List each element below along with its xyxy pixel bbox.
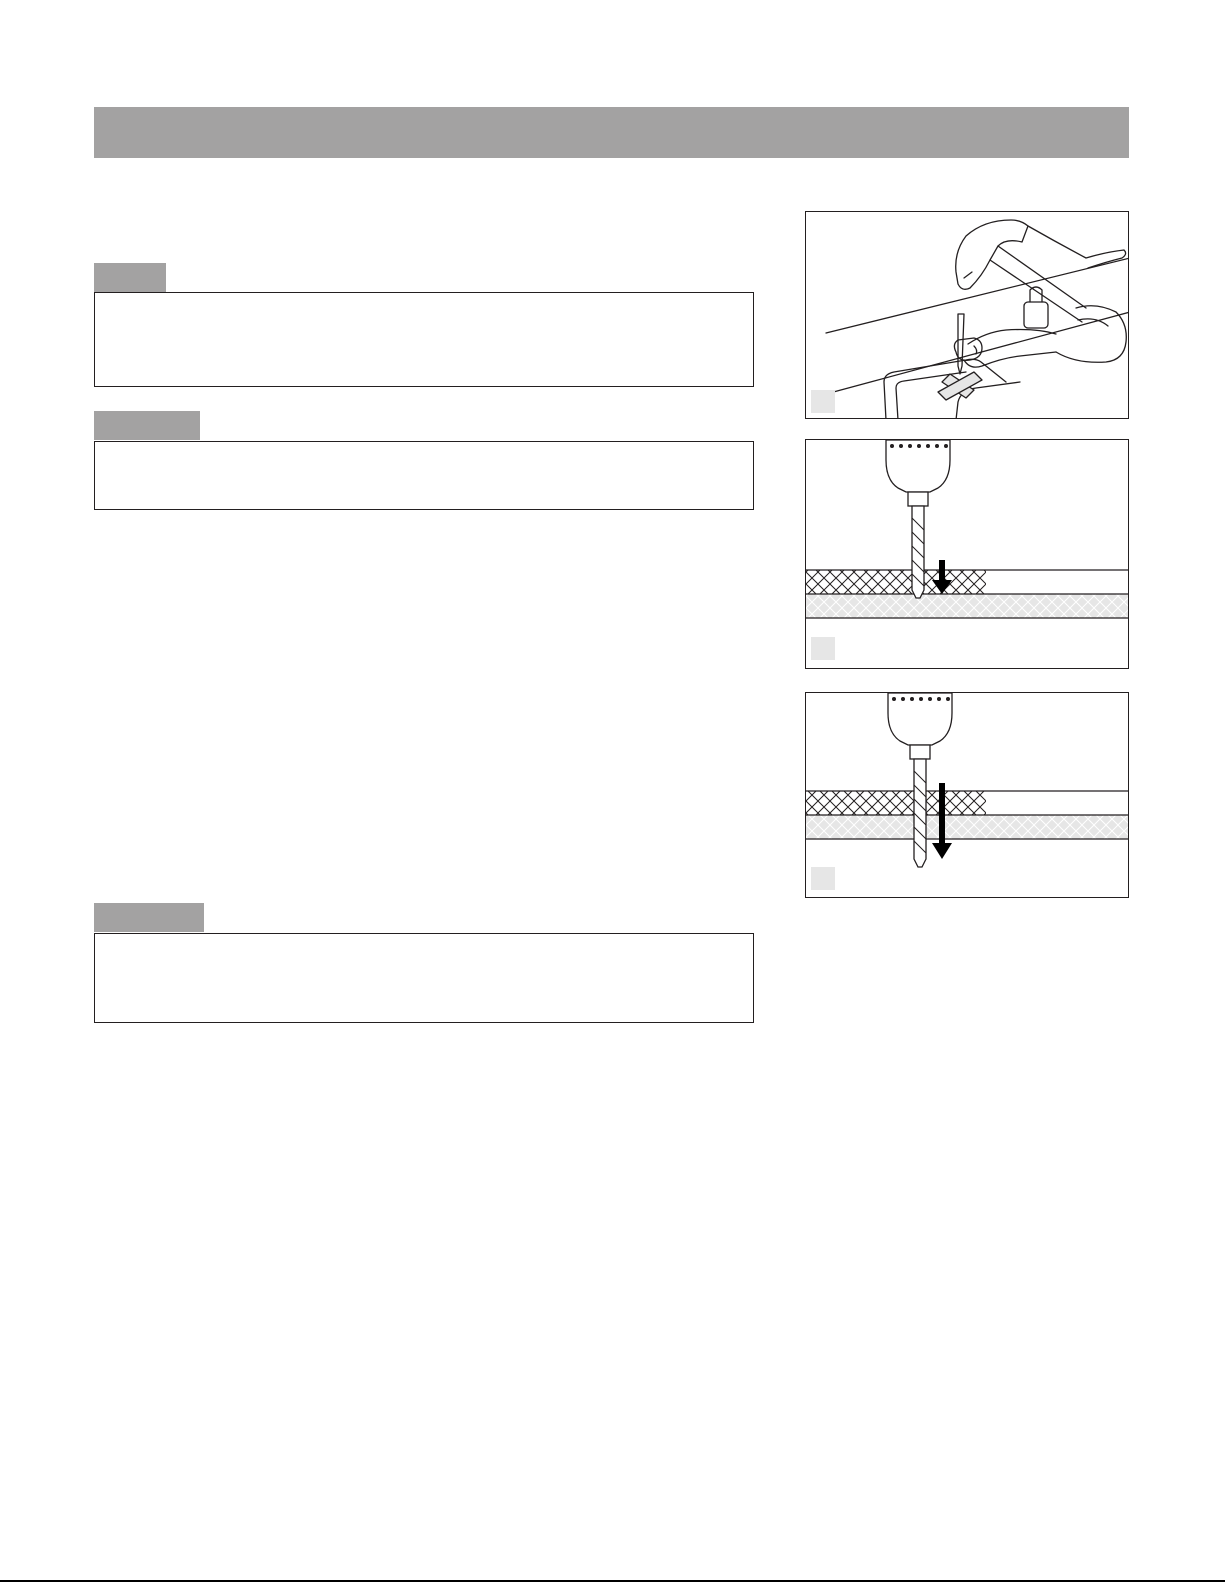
figure-1-label [811, 390, 835, 413]
page-bottom-rule [0, 1580, 1225, 1582]
section-header-bar [94, 107, 1129, 158]
section-2-tab [94, 411, 200, 440]
section-1-text [95, 293, 753, 313]
figure-2-label [811, 637, 835, 660]
figure-2 [805, 439, 1129, 669]
section-3-box [94, 933, 754, 1023]
section-3-text [95, 934, 753, 954]
section-2-text [95, 442, 753, 462]
figure-3 [805, 692, 1129, 898]
figure-3-label [811, 867, 835, 890]
section-1-box [94, 292, 754, 387]
drill-through-hole-icon [806, 693, 1129, 898]
figure-1 [805, 211, 1129, 419]
drill-pilot-hole-icon [806, 440, 1129, 669]
section-2-box [94, 441, 754, 510]
hammer-punch-marking-icon [806, 212, 1129, 419]
section-3-tab-label [94, 903, 204, 915]
section-1-tab-label [94, 263, 166, 275]
section-1-tab [94, 263, 166, 292]
section-title [94, 107, 1129, 135]
section-3-tab [94, 903, 204, 932]
section-2-tab-label [94, 411, 200, 423]
